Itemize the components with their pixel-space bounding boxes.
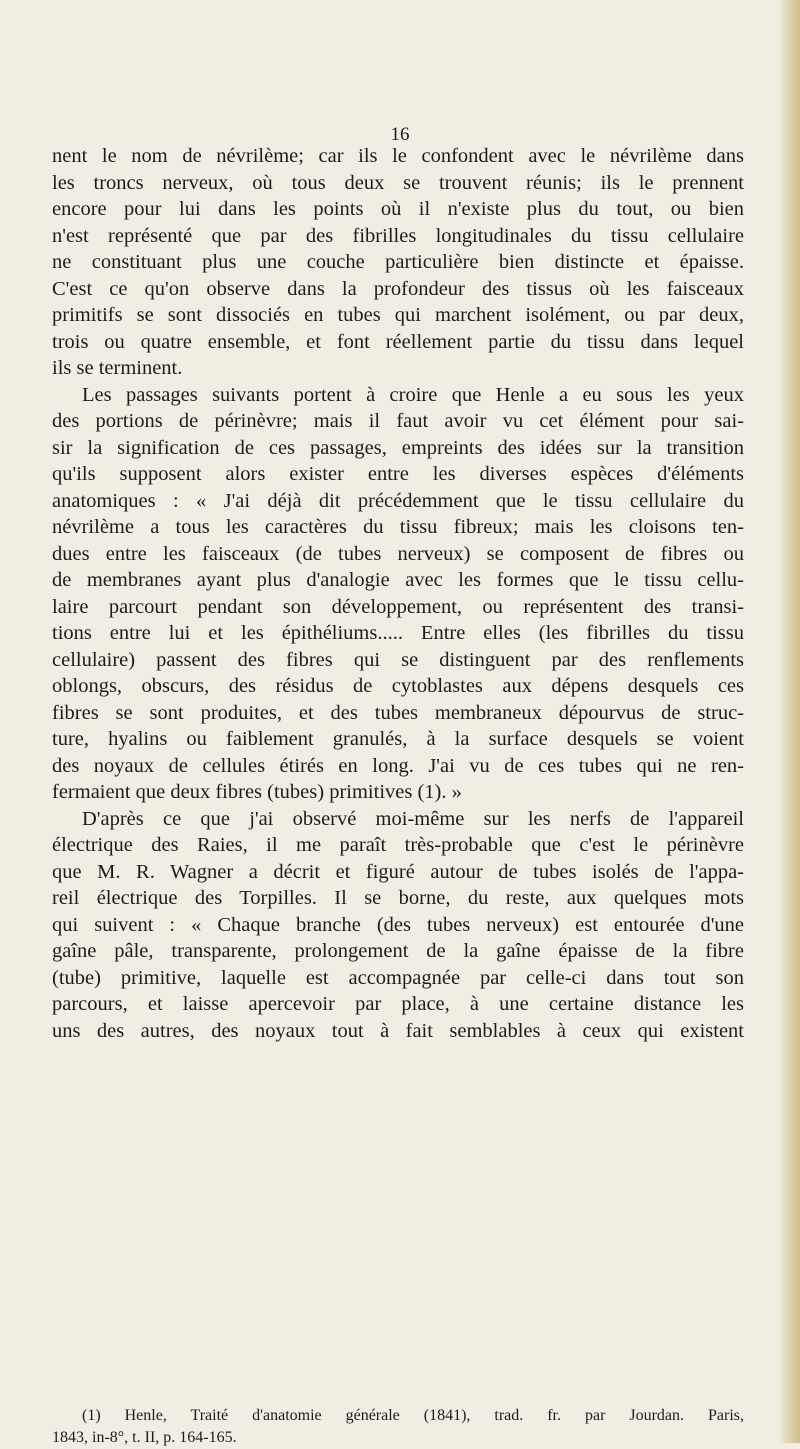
page-edge xyxy=(778,0,800,1443)
text-line: des noyaux de cellules étirés en long. J'ai vu de ces tubes qui ne ren- xyxy=(52,754,744,777)
text-line: oblongs, obscurs, des résidus de cytoblastes aux dépens desquels ces xyxy=(52,675,744,697)
text-line: cellulaire) passent des fibres qui se distinguent par des renflements xyxy=(52,648,744,671)
text-line: sir la signification de ces passages, empreints des idées sur la transition xyxy=(52,436,744,459)
text-line: des portions de périnèvre; mais il faut avoir vu cet élément pour sai- xyxy=(52,410,744,432)
text-line: D'après ce que j'ai observé moi-même sur les nerfs de l'appareil xyxy=(82,807,744,830)
text-line: de membranes ayant plus d'analogie avec les formes que le tissu cellu- xyxy=(52,569,744,591)
text-line: (tube) primitive, laquelle est accompagnée par celle-ci dans tout son xyxy=(52,966,744,989)
text-line: C'est ce qu'on observe dans la profondeur des tissus où les faisceaux xyxy=(52,277,744,300)
text-line: gaîne pâle, transparente, prolongement de la gaîne épaisse de la fibre xyxy=(52,940,744,962)
text-line: qu'ils supposent alors exister entre les diverses espèces d'éléments xyxy=(52,463,744,485)
text-line: parcours, et laisse apercevoir par place, à une certaine distance les xyxy=(52,993,744,1015)
text-line: que M. R. Wagner a décrit et figuré autour de tubes isolés de l'appa- xyxy=(52,860,744,883)
text-line: névrilème a tous les caractères du tissu fibreux; mais les cloisons ten- xyxy=(52,516,744,538)
text-line: anatomiques : « J'ai déjà dit précédemment que le tissu cellulaire du xyxy=(52,489,744,512)
text-line: laire parcourt pendant son développement, ou représentent des transi- xyxy=(52,595,744,618)
footnote-line: (1) Henle, Traité d'anatomie générale (1841), trad. fr. par Jourdan. Paris, xyxy=(82,1407,744,1424)
text-line: encore pour lui dans les points où il n'existe plus du tout, ou bien xyxy=(52,198,744,220)
page-number: 16 xyxy=(390,124,410,145)
text-line: fermaient que deux fibres (tubes) primitives (1). » xyxy=(52,781,462,803)
text-line: tions entre lui et les épithéliums..... Entre elles (les fibrilles du tissu xyxy=(52,622,744,644)
text-line: Les passages suivants portent à croire que Henle a eu sous les yeux xyxy=(82,383,744,406)
text-line: ne constituant plus une couche particulière bien distincte et épaisse. xyxy=(52,251,744,273)
text-line: ils se terminent. xyxy=(52,357,183,379)
footnote xyxy=(52,1405,744,1449)
text-line: uns des autres, des noyaux tout à fait semblables à ceux qui existent xyxy=(52,1019,744,1042)
text-line: électrique des Raies, il me paraît très-probable que c'est le périnèvre xyxy=(52,834,744,856)
text-line: primitifs se sont dissociés en tubes qui marchent isolément, ou par deux, xyxy=(52,304,744,326)
body-text xyxy=(52,143,744,1044)
text-line: ture, hyalins ou faiblement granulés, à la surface desquels se voient xyxy=(52,728,744,750)
text-line: nent le nom de névrilème; car ils le confondent avec le névrilème dans xyxy=(52,145,744,167)
text-line: qui suivent : « Chaque branche (des tubes nerveux) est entourée d'une xyxy=(52,913,744,936)
text-line: reil électrique des Torpilles. Il se borne, du reste, aux quelques mots xyxy=(52,887,744,909)
text-line: fibres se sont produites, et des tubes membraneux dépourvus de struc- xyxy=(52,701,744,724)
text-line: n'est représenté que par des fibrilles longitudinales du tissu cellulaire xyxy=(52,224,744,247)
footnote-line: 1843, in-8°, t. II, p. 164-165. xyxy=(52,1429,237,1446)
text-line: les troncs nerveux, où tous deux se trouvent réunis; ils le prennent xyxy=(52,171,744,194)
text-line: trois ou quatre ensemble, et font réellement partie du tissu dans lequel xyxy=(52,330,744,353)
text-line: dues entre les faisceaux (de tubes nerveux) se composent de fibres ou xyxy=(52,542,744,565)
